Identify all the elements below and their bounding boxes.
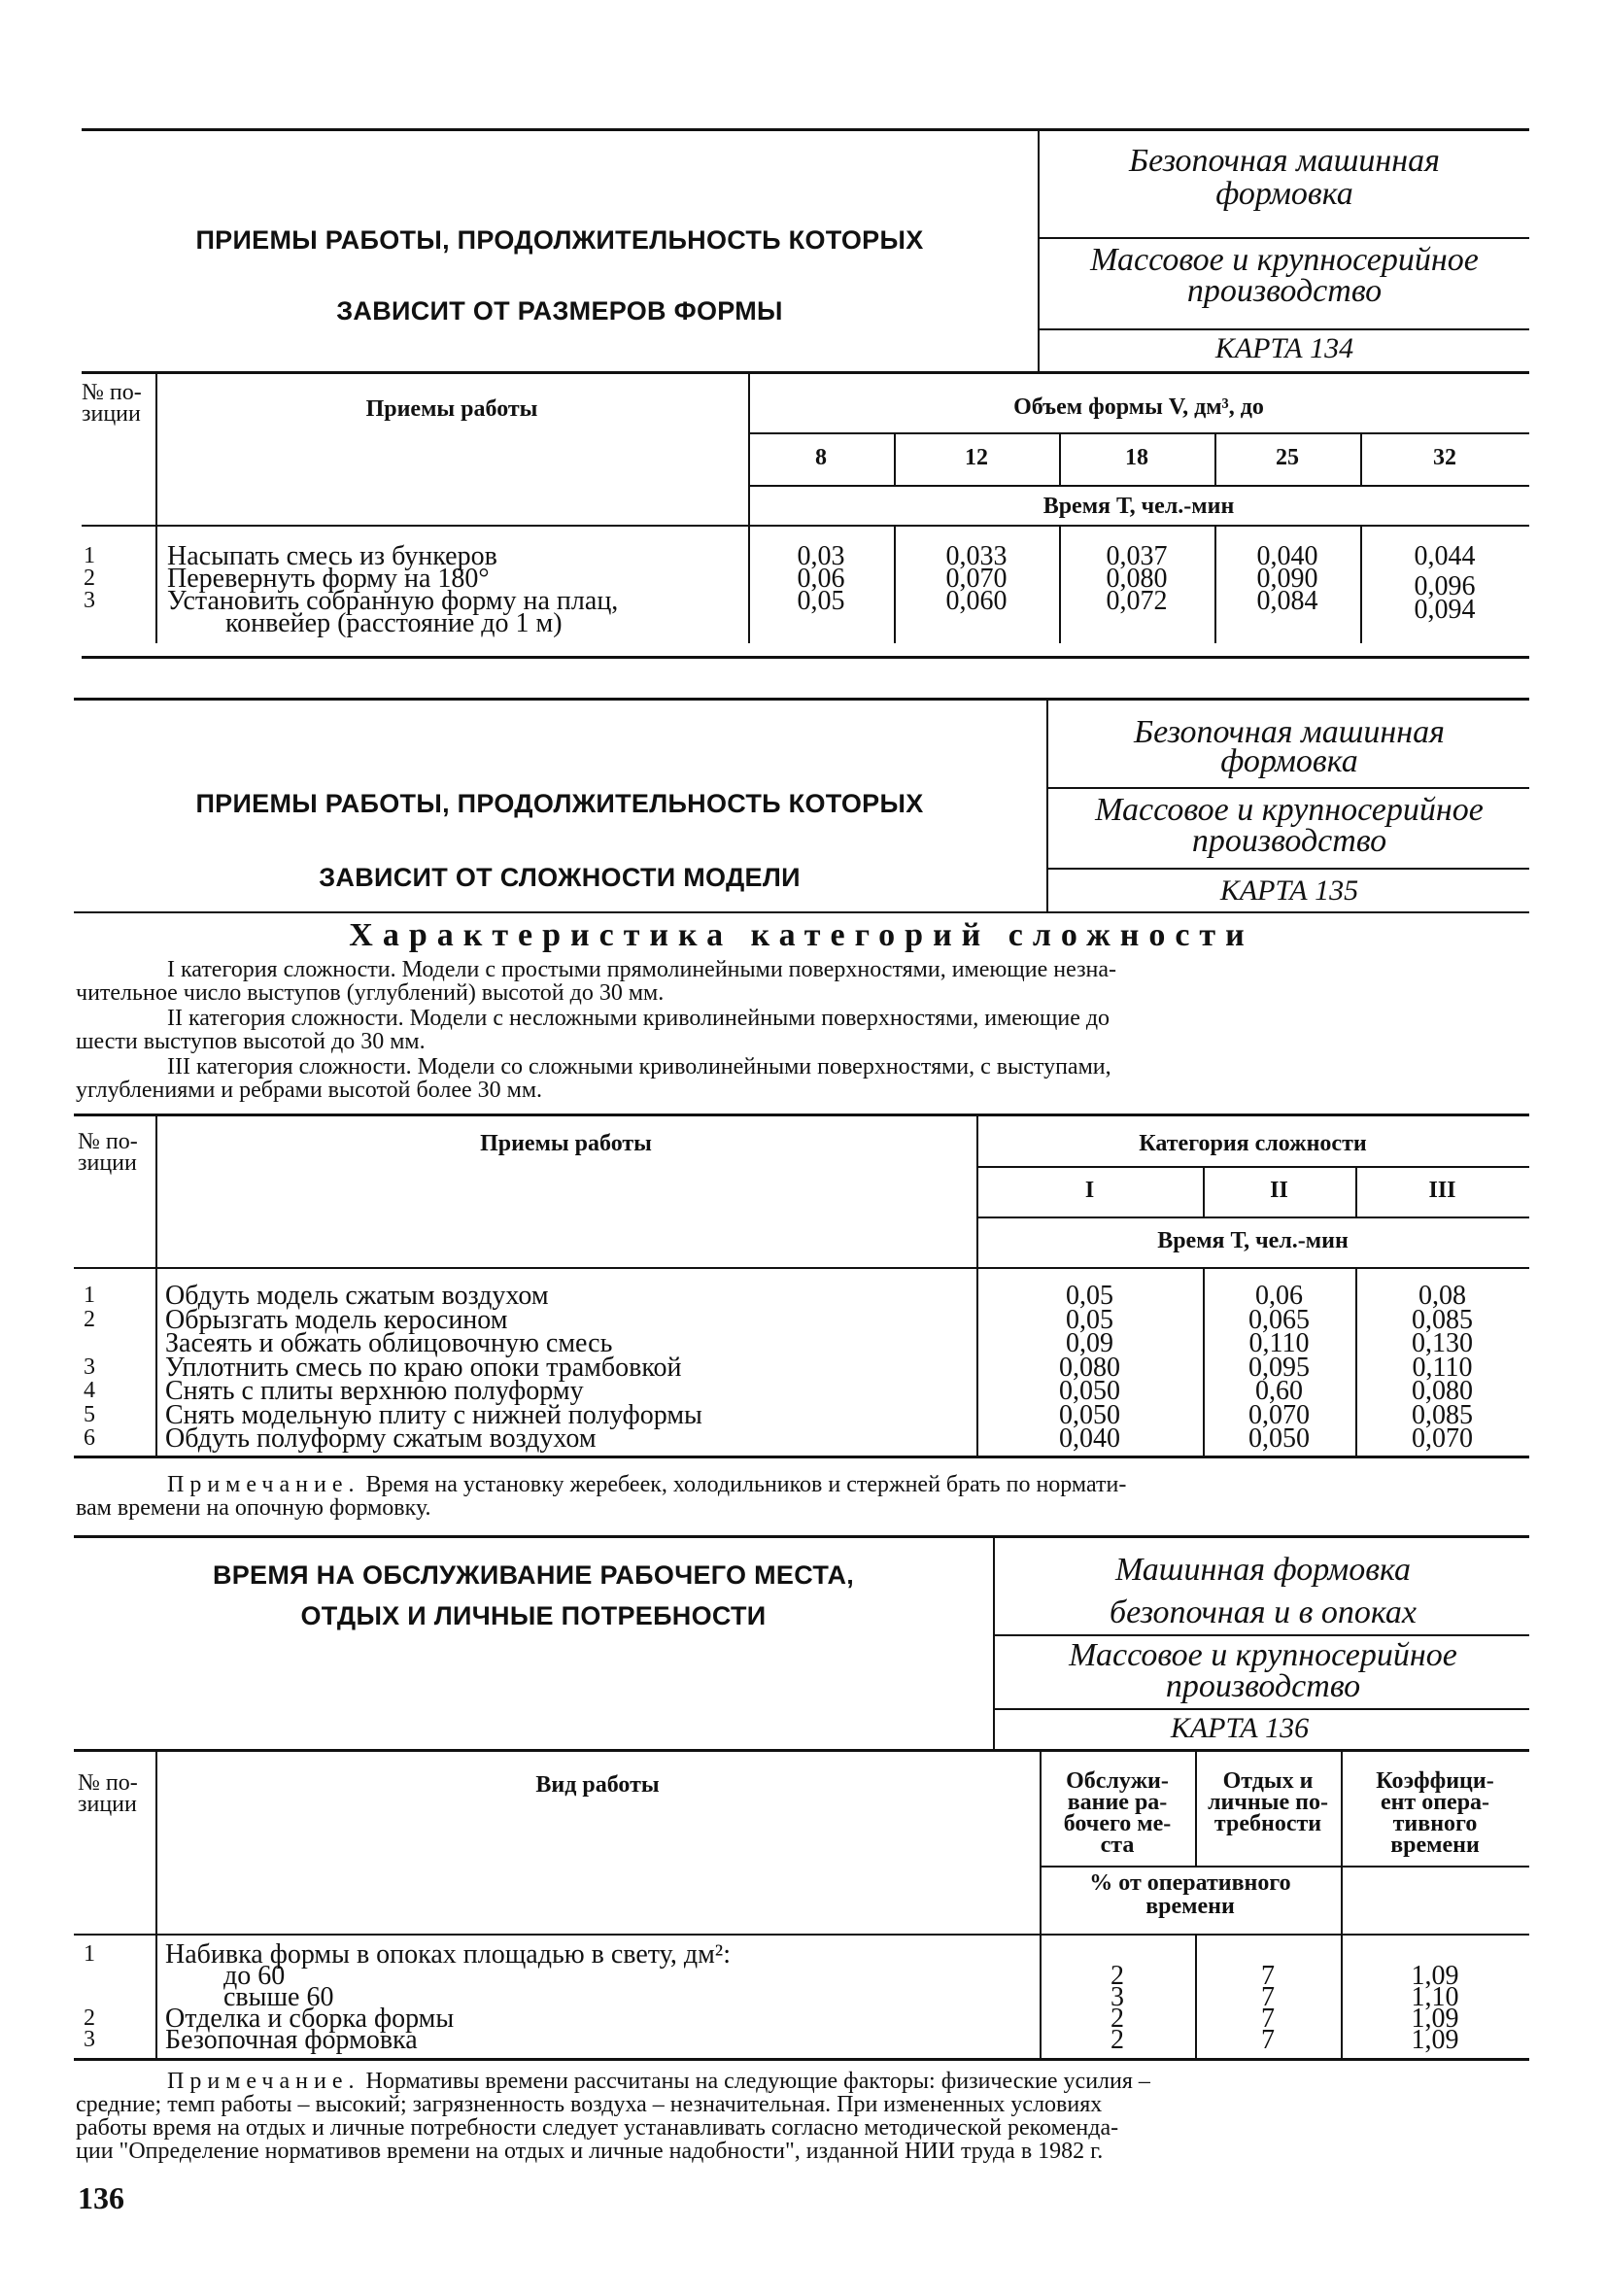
card-136-title-line2: ОТДЫХ И ЛИЧНЫЕ ПОТРЕБНОСТИ xyxy=(300,1601,767,1630)
row-value: 0,044 xyxy=(1414,541,1476,571)
row-value: 2 xyxy=(1111,2025,1124,2055)
category-ii: II xyxy=(1270,1178,1288,1203)
col-pos-line1: № по- xyxy=(78,1770,138,1796)
row-value: 0,070 xyxy=(1412,1423,1473,1454)
note-line: работы время на отдых и личные потребности следует устанавливать согласно методической рекоменда- xyxy=(76,2115,1119,2141)
row-value: 0,065 xyxy=(1248,1304,1310,1335)
row-pos: 1 xyxy=(84,543,95,568)
col-ops-header: Приемы работы xyxy=(365,396,538,422)
header-line: бочего ме- xyxy=(1063,1811,1172,1836)
header-line: ент опера- xyxy=(1380,1790,1490,1815)
table-bottom-rule xyxy=(74,2058,1529,2061)
card-136-label: КАРТА 136 xyxy=(1170,1712,1310,1744)
row-pos: 3 xyxy=(84,2027,95,2052)
top-rule xyxy=(82,128,1529,131)
row-text: Уплотнить смесь по краю опоки трамбовкой xyxy=(165,1352,682,1383)
table-top-rule xyxy=(74,1114,1529,1116)
row-value: 0,095 xyxy=(1248,1352,1310,1383)
row-text: Безопочная формовка xyxy=(165,2025,418,2055)
box-rule xyxy=(1046,868,1529,870)
row-value: 0,090 xyxy=(1256,564,1318,594)
col-coef-header xyxy=(1341,1770,1529,1856)
header-divider xyxy=(1038,128,1040,371)
table-bottom-rule xyxy=(82,656,1529,659)
col-pos-line1: № по- xyxy=(82,380,142,405)
note-label: Примечание. xyxy=(167,1472,360,1497)
row-pos: 2 xyxy=(84,1306,95,1332)
col-rest-header xyxy=(1195,1770,1341,1834)
row-value: 1,09 xyxy=(1411,2025,1459,2055)
row-text: Набивка формы в опоках площадью в свету, дм²: xyxy=(165,1939,731,1970)
row-value: 0,080 xyxy=(1412,1376,1473,1406)
row-pos: 2 xyxy=(84,2005,95,2031)
row-value: 1,09 xyxy=(1411,2004,1459,2034)
row-value: 7 xyxy=(1261,2025,1275,2055)
col-work-header: Вид работы xyxy=(535,1772,660,1798)
card-134-label: КАРТА 134 xyxy=(1214,332,1354,364)
row-value: 0,060 xyxy=(945,586,1008,616)
note-text: Нормативы времени рассчитаны на следующие факторы: физические усилия – xyxy=(365,2069,1150,2094)
card-134-prod-line1: Массовое и крупносерийное xyxy=(1090,242,1479,278)
table-rule xyxy=(748,432,1529,434)
row-value: 0,60 xyxy=(1255,1376,1303,1406)
row-value: 0,040 xyxy=(1256,541,1318,571)
char-line: углублениями и ребрами высотой более 30 мм. xyxy=(76,1078,543,1103)
col-service-header xyxy=(1040,1770,1195,1856)
row-value: 0,050 xyxy=(1059,1399,1120,1430)
row-text: Снять с плиты верхнюю полуформу xyxy=(165,1376,584,1406)
row-value: 0,080 xyxy=(1106,564,1168,594)
row-text-cont: конвейер (расстояние до 1 м) xyxy=(225,608,563,638)
row-pos: 5 xyxy=(84,1401,95,1427)
row-value: 0,03 xyxy=(797,541,845,571)
note-label: Примечание. xyxy=(167,2069,360,2094)
row-text: Обдуть модель сжатым воздухом xyxy=(165,1281,549,1311)
box-rule xyxy=(1038,237,1529,239)
note-135-line2: вам времени на опочную формовку. xyxy=(76,1495,431,1521)
row-value: 0,037 xyxy=(1106,541,1168,571)
card-136-type-line1: Машинная формовка xyxy=(1114,1552,1412,1588)
row-text: Снять модельную плиту с нижней полуформы xyxy=(165,1399,702,1430)
header-line: Обслужи- xyxy=(1066,1768,1169,1794)
volume-12: 12 xyxy=(965,445,988,470)
volume-25: 25 xyxy=(1276,445,1299,470)
row-text: Перевернуть форму на 180° xyxy=(167,564,490,594)
row-value: 7 xyxy=(1261,1982,1275,2012)
row-pos: 4 xyxy=(84,1378,95,1403)
card-136-title-line1: ВРЕМЯ НА ОБСЛУЖИВАНИЕ РАБОЧЕГО МЕСТА, xyxy=(212,1560,855,1590)
row-pos: 1 xyxy=(84,1283,95,1308)
table-rule xyxy=(82,525,1529,527)
col-pos-line2: зиции xyxy=(78,1150,137,1176)
header-line: ста xyxy=(1100,1833,1135,1858)
header-line: требности xyxy=(1213,1811,1322,1836)
time-label: Время Т, чел.-мин xyxy=(1157,1228,1349,1253)
row-value: 0,09 xyxy=(1066,1328,1113,1358)
card-134-title-line2: ЗАВИСИТ ОТ РАЗМЕРОВ ФОРМЫ xyxy=(336,296,783,326)
box-rule xyxy=(1038,328,1529,330)
row-text: Отделка и сборка формы xyxy=(165,2004,455,2034)
time-label: Время Т, чел.-мин xyxy=(1042,494,1235,519)
table-rule xyxy=(1040,1866,1529,1868)
section-rule xyxy=(74,911,1529,913)
row-value: 0,110 xyxy=(1248,1328,1310,1358)
char-line: шести выступов высотой до 30 мм. xyxy=(76,1029,426,1054)
row-value: 0,085 xyxy=(1412,1304,1473,1335)
card-134-type-line1: Безопочная машинная xyxy=(1129,143,1440,179)
note-136 xyxy=(167,2070,1150,2093)
volume-32: 32 xyxy=(1433,445,1456,470)
header-line: Коэффици- xyxy=(1376,1768,1494,1794)
card-134-title-line1: ПРИЕМЫ РАБОТЫ, ПРОДОЛЖИТЕЛЬНОСТЬ КОТОРЫХ xyxy=(195,225,924,255)
table-rule xyxy=(976,1166,1529,1168)
row-text: свыше 60 xyxy=(223,1982,334,2012)
table-rule xyxy=(74,1267,1529,1269)
col-pos-line1: № по- xyxy=(78,1129,138,1154)
char-line: I категория сложности. Модели с простыми прямолинейными поверхностями, имеющие незна- xyxy=(167,957,1117,982)
row-value: 1,10 xyxy=(1411,1982,1459,2012)
row-value: 0,096 xyxy=(1414,571,1476,601)
table-rule xyxy=(976,1217,1529,1218)
note-line: ции "Определение нормативов времени на отдых и личные надобности", изданной НИИ труда в 1982 г. xyxy=(76,2139,1104,2164)
char-line: III категория сложности. Модели со сложными криволинейными поверхностями, с выступами, xyxy=(167,1054,1111,1079)
row-value: 0,072 xyxy=(1106,586,1168,616)
col-ops-header: Приемы работы xyxy=(480,1131,652,1156)
col-line xyxy=(155,1114,157,1456)
row-value: 7 xyxy=(1261,1961,1275,1991)
note-text: Время на установку жеребеек, холодильников и стержней брать по нормати- xyxy=(365,1472,1127,1497)
row-value: 0,06 xyxy=(797,564,845,594)
card-135-title-line2: ЗАВИСИТ ОТ СЛОЖНОСТИ МОДЕЛИ xyxy=(319,863,801,892)
col-volume-header: Объем формы V, дм³, до xyxy=(1013,394,1264,420)
box-rule xyxy=(993,1634,1529,1636)
row-pos: 2 xyxy=(84,565,95,591)
header-divider xyxy=(1046,698,1048,911)
table-top-rule xyxy=(74,1749,1529,1752)
table-bottom-rule xyxy=(74,1456,1529,1458)
card-136-type-line2: безопочная и в опоках xyxy=(1110,1594,1417,1630)
row-text: Установить собранную форму на плац, xyxy=(167,586,619,616)
note-line: средние; темп работы – высокий; загрязненность воздуха – незначительная. При измененных условиях xyxy=(76,2092,1103,2117)
row-value: 0,06 xyxy=(1255,1281,1303,1311)
row-value: 0,040 xyxy=(1059,1423,1120,1454)
row-value: 0,084 xyxy=(1256,586,1318,616)
table-top-rule xyxy=(82,371,1529,374)
percent-label xyxy=(1040,1871,1341,1918)
row-value: 2 xyxy=(1111,2004,1124,2034)
row-value: 0,094 xyxy=(1414,595,1476,625)
row-value: 3 xyxy=(1111,1982,1124,2012)
top-rule xyxy=(74,1535,1529,1538)
row-value: 0,05 xyxy=(1066,1304,1113,1335)
card-135-prod-line1: Массовое и крупносерийное xyxy=(1095,792,1484,828)
row-pos: 3 xyxy=(84,1354,95,1380)
card-136-prod-line2: производство xyxy=(1165,1668,1361,1704)
volume-18: 18 xyxy=(1125,445,1148,470)
char-heading: Характеристика категорий сложности xyxy=(349,917,1254,953)
row-text: Засеять и обжать облицовочную смесь xyxy=(165,1328,613,1358)
header-line: личные по- xyxy=(1208,1790,1328,1815)
row-text: Обрызгать модель керосином xyxy=(165,1304,508,1335)
table-rule xyxy=(748,485,1529,487)
card-135-prod-line2: производство xyxy=(1191,823,1387,859)
col-pos-line2: зиции xyxy=(82,401,141,427)
box-rule xyxy=(1046,787,1529,789)
row-value: 0,05 xyxy=(1066,1281,1113,1311)
row-value: 0,050 xyxy=(1059,1376,1120,1406)
row-text: Обдуть полуформу сжатым воздухом xyxy=(165,1423,597,1454)
card-134-prod-line2: производство xyxy=(1186,273,1383,309)
row-value: 2 xyxy=(1111,1961,1124,1991)
card-136-prod-line1: Массовое и крупносерийное xyxy=(1069,1637,1457,1673)
header-line: вание ра- xyxy=(1067,1790,1168,1815)
top-rule xyxy=(74,698,1529,701)
header-line: тивного xyxy=(1392,1811,1478,1836)
row-pos: 1 xyxy=(84,1941,95,1967)
header-divider xyxy=(993,1535,995,1749)
row-value: 7 xyxy=(1261,2004,1275,2034)
card-135-label: КАРТА 135 xyxy=(1219,874,1359,907)
row-value: 0,080 xyxy=(1059,1352,1120,1383)
row-value: 0,033 xyxy=(945,541,1008,571)
header-line: % от оперативного xyxy=(1089,1870,1291,1896)
header-line: Отдых и xyxy=(1222,1768,1314,1794)
card-135-title-line1: ПРИЕМЫ РАБОТЫ, ПРОДОЛЖИТЕЛЬНОСТЬ КОТОРЫХ xyxy=(195,789,924,818)
row-value: 1,09 xyxy=(1411,1961,1459,1991)
card-134-type-line2: формовка xyxy=(1215,176,1353,212)
col-pos-line2: зиции xyxy=(78,1792,137,1817)
card-135-type-line2: формовка xyxy=(1220,743,1358,779)
char-line: чительное число выступов (углублений) высотой до 30 мм. xyxy=(76,980,665,1006)
row-value: 0,085 xyxy=(1412,1399,1473,1430)
category-i: I xyxy=(1084,1178,1095,1203)
row-value: 0,05 xyxy=(797,586,845,616)
row-pos: 6 xyxy=(84,1425,95,1451)
row-pos: 3 xyxy=(84,588,95,613)
col-category-header: Категория сложности xyxy=(1139,1131,1367,1156)
row-value: 0,070 xyxy=(945,564,1008,594)
row-value: 0,070 xyxy=(1248,1399,1310,1430)
row-value: 0,130 xyxy=(1412,1328,1473,1358)
row-value: 0,050 xyxy=(1248,1423,1310,1454)
category-iii: III xyxy=(1428,1178,1456,1203)
row-value: 0,08 xyxy=(1418,1281,1466,1311)
header-line: времени xyxy=(1145,1894,1235,1919)
row-value: 0,110 xyxy=(1412,1352,1473,1383)
page-number: 136 xyxy=(78,2180,124,2215)
row-text: до 60 xyxy=(223,1961,286,1991)
char-line: II категория сложности. Модели с несложными криволинейными поверхностями, имеющие до xyxy=(167,1006,1111,1031)
row-text: Насыпать смесь из бункеров xyxy=(167,541,497,571)
box-rule xyxy=(993,1708,1529,1710)
table-rule xyxy=(74,1934,1529,1936)
card-135-type-line1: Безопочная машинная xyxy=(1134,714,1445,750)
note-135 xyxy=(167,1473,1126,1496)
header-line: времени xyxy=(1390,1833,1480,1858)
volume-8: 8 xyxy=(815,445,827,470)
